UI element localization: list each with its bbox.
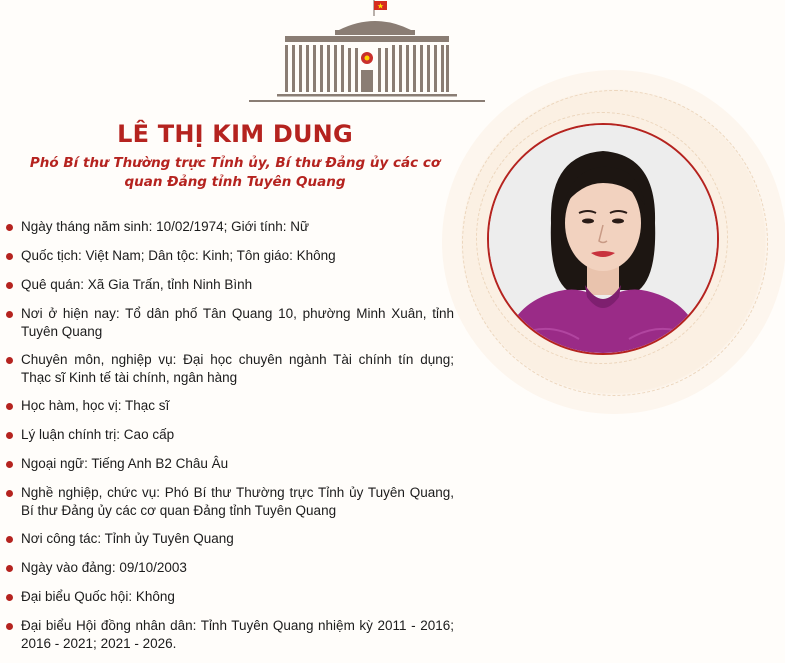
bullet-icon <box>6 565 13 572</box>
detail-text: Nơi ở hiện nay: Tổ dân phố Tân Quang 10, phường Minh Xuân, tỉnh Tuyên Quang <box>21 306 454 339</box>
detail-text: Học hàm, học vị: Thạc sĩ <box>21 398 170 413</box>
assembly-building-icon <box>249 0 485 104</box>
bullet-icon <box>6 311 13 318</box>
detail-text: Đại biểu Hội đồng nhân dân: Tỉnh Tuyên Quang nhiệm kỳ 2011 - 2016; 2016 - 2021; 2021 - 2026. <box>21 618 454 651</box>
list-item <box>0 484 454 520</box>
list-item <box>0 559 454 577</box>
detail-text: Nghề nghiệp, chức vụ: Phó Bí thư Thường trực Tỉnh ủy Tuyên Quang, Bí thư Đảng ủy các cơ quan Đảng tỉnh Tuyên Quang <box>21 485 454 518</box>
list-item <box>0 247 454 265</box>
bullet-icon <box>6 253 13 260</box>
detail-text: Quê quán: Xã Gia Trấn, tỉnh Ninh Bình <box>21 277 253 292</box>
person-position: Phó Bí thư Thường trực Tỉnh ủy, Bí thư Đảng ủy các cơ quan Đảng tỉnh Tuyên Quang <box>29 155 441 190</box>
list-item <box>0 588 454 606</box>
detail-text: Ngày vào đảng: 09/10/2003 <box>21 560 187 575</box>
detail-text: Đại biểu Quốc hội: Không <box>21 589 175 604</box>
list-item <box>0 455 454 473</box>
bullet-icon <box>6 357 13 364</box>
portrait-photo <box>487 123 719 355</box>
detail-text: Ngoại ngữ: Tiếng Anh B2 Châu Âu <box>21 456 229 471</box>
list-item <box>0 305 454 341</box>
biography-details-list <box>0 218 470 663</box>
bullet-icon <box>6 461 13 468</box>
list-item <box>0 617 454 653</box>
bullet-icon <box>6 623 13 630</box>
bullet-icon <box>6 224 13 231</box>
bullet-icon <box>6 490 13 497</box>
detail-text: Nơi công tác: Tỉnh ủy Tuyên Quang <box>21 531 234 546</box>
bullet-icon <box>6 432 13 439</box>
detail-text: Lý luận chính trị: Cao cấp <box>21 427 175 442</box>
list-item <box>0 530 454 548</box>
bullet-icon <box>6 282 13 289</box>
list-item <box>0 218 454 236</box>
detail-text: Quốc tịch: Việt Nam; Dân tộc: Kinh; Tôn giáo: Không <box>21 248 336 263</box>
list-item <box>0 397 454 415</box>
list-item <box>0 426 454 444</box>
list-item <box>0 351 454 387</box>
detail-text: Ngày tháng năm sinh: 10/02/1974; Giới tính: Nữ <box>21 219 310 234</box>
list-item <box>0 276 454 294</box>
person-name: LÊ THỊ KIM DUNG <box>117 120 353 148</box>
bullet-icon <box>6 536 13 543</box>
detail-text: Chuyên môn, nghiệp vụ: Đại học chuyên ngành Tài chính tín dụng; Thạc sĩ Kinh tế tài chính, ngân hàng <box>21 352 454 385</box>
bullet-icon <box>6 403 13 410</box>
bullet-icon <box>6 594 13 601</box>
